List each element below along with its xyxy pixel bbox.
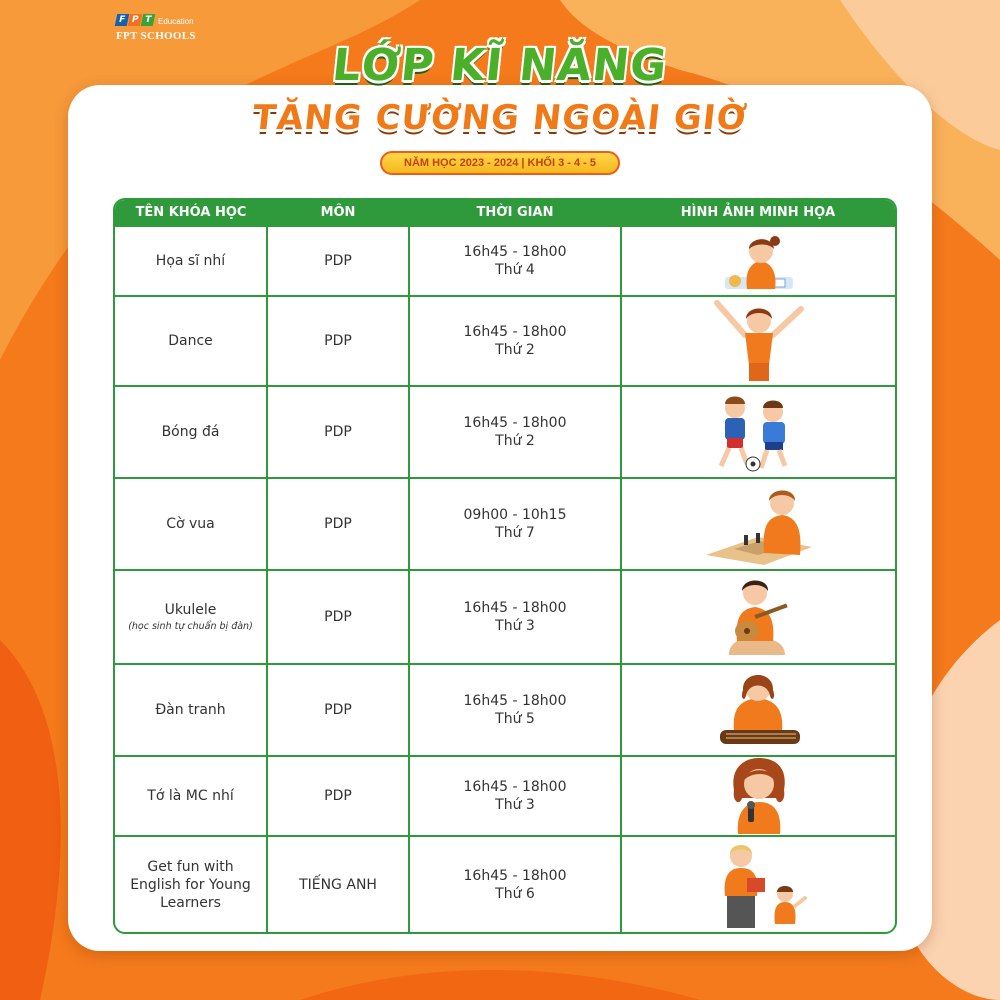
course-table	[113, 198, 897, 934]
course-time	[409, 570, 621, 664]
course-name	[115, 386, 267, 478]
course-name	[115, 836, 267, 932]
course-time	[409, 478, 621, 570]
title-line-1: LỚP KĨ NĂNG	[329, 40, 670, 91]
course-name-text: Tớ là MC nhí	[147, 788, 234, 804]
table-header-row	[115, 200, 895, 226]
course-name-text: Cờ vua	[166, 516, 215, 532]
table-row	[115, 478, 895, 570]
time-range: 09h00 - 10h15	[463, 507, 567, 523]
illustration-girl-painting	[621, 226, 895, 296]
illustration-teacher-and-child-reading	[621, 836, 895, 932]
course-name-text: Dance	[168, 333, 213, 349]
header-time: THỜI GIAN	[409, 200, 621, 226]
course-name	[115, 664, 267, 756]
course-name-text: Họa sĩ nhí	[155, 253, 226, 269]
header-course-name: TÊN KHÓA HỌC	[115, 200, 267, 226]
course-subject: PDP	[267, 386, 409, 478]
course-name-text: Ukulele	[164, 602, 217, 618]
weekday: Thứ 3	[495, 797, 535, 813]
course-subject: PDP	[267, 756, 409, 836]
table-row	[115, 386, 895, 478]
course-time	[409, 226, 621, 296]
course-name-text: Get fun with English for Young Learners	[130, 858, 251, 911]
table-row	[115, 664, 895, 756]
course-name	[115, 756, 267, 836]
course-subject: TIẾNG ANH	[267, 836, 409, 932]
school-year-badge: NĂM HỌC 2023 - 2024 | KHỐI 3 - 4 - 5	[380, 151, 620, 175]
course-time	[409, 756, 621, 836]
time-range: 16h45 - 18h00	[463, 244, 567, 260]
course-time	[409, 664, 621, 756]
time-range: 16h45 - 18h00	[463, 779, 567, 795]
course-name-text: Đàn tranh	[155, 702, 226, 718]
illustration-boy-playing-chess	[621, 478, 895, 570]
illustration-girl-with-microphone	[621, 756, 895, 836]
course-note: (học sinh tự chuẩn bị đàn)	[128, 621, 253, 632]
course-subject: PDP	[267, 226, 409, 296]
weekday: Thứ 3	[495, 618, 535, 634]
fpt-schools-logo	[116, 14, 196, 42]
title-line-2: TĂNG CƯỜNG NGOÀI GIỜ	[250, 98, 750, 138]
time-range: 16h45 - 18h00	[463, 693, 567, 709]
weekday: Thứ 2	[495, 433, 535, 449]
table-row	[115, 226, 895, 296]
time-range: 16h45 - 18h00	[463, 415, 567, 431]
time-range: 16h45 - 18h00	[463, 324, 567, 340]
course-name	[115, 570, 267, 664]
weekday: Thứ 7	[495, 525, 535, 541]
course-time	[409, 836, 621, 932]
header-subject: MÔN	[267, 200, 409, 226]
table-row	[115, 570, 895, 664]
course-name-text: Bóng đá	[161, 424, 220, 440]
table-row	[115, 296, 895, 386]
weekday: Thứ 5	[495, 711, 535, 727]
course-name	[115, 478, 267, 570]
logo-letter-p: P	[128, 14, 143, 26]
illustration-girl-dancing	[621, 296, 895, 386]
table-row	[115, 756, 895, 836]
course-time	[409, 296, 621, 386]
time-range: 16h45 - 18h00	[463, 600, 567, 616]
weekday: Thứ 4	[495, 262, 535, 278]
course-subject: PDP	[267, 664, 409, 756]
logo-schools-text: FPT SCHOOLS	[116, 30, 196, 42]
illustration-boy-playing-ukulele	[621, 570, 895, 664]
course-name	[115, 296, 267, 386]
course-subject: PDP	[267, 570, 409, 664]
course-name	[115, 226, 267, 296]
illustration-girl-playing-dan-tranh	[621, 664, 895, 756]
logo-letter-t: T	[141, 14, 156, 26]
fpt-letters	[116, 14, 154, 26]
illustration-boys-playing-football	[621, 386, 895, 478]
header-illustration: HÌNH ẢNH MINH HỌA	[621, 200, 895, 226]
logo-letter-f: F	[115, 14, 130, 26]
logo-education: Education	[158, 17, 194, 26]
weekday: Thứ 2	[495, 342, 535, 358]
course-subject: PDP	[267, 296, 409, 386]
time-range: 16h45 - 18h00	[463, 867, 567, 884]
course-time	[409, 386, 621, 478]
weekday: Thứ 6	[495, 885, 535, 902]
course-subject: PDP	[267, 478, 409, 570]
table-row	[115, 836, 895, 932]
